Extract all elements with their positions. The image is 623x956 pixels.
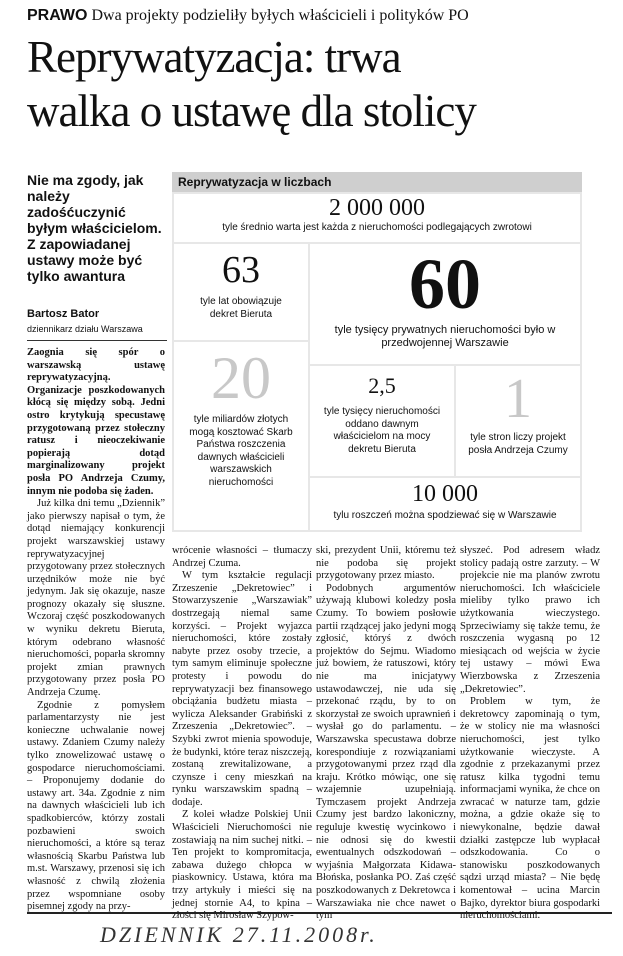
kicker — [27, 7, 469, 25]
article-paragraph: Zgodnie z pomysłem parlamentarzysty nie jest konieczne uchwalanie nowej ustawy. Zdaniem Czumy należy tylko znowelizować ustawę o gospodarce nieruchomościami. – Proponujemy dodanie do ustawy art. 34a. Zgodnie z nim na dawnych właścicieli lub ich spadkobierców, którzy zostali pozbawieni swoich nieruchomości, a które są teraz własnością Skarbu Państwa lub m.st. Warszawy, przenosi się ich własność z chwilą złożenia przez wspomniane osoby pisemnej zgody na przy- — [27, 699, 165, 913]
stat-label: tyle tysięcy nieruchomości oddano dawnym właścicielom na mocy dekretu Bieruta — [323, 406, 441, 455]
stat-value: 1 — [504, 368, 532, 430]
stat-cell — [310, 478, 580, 530]
infobox-title: Reprywatyzacja w liczbach — [172, 172, 582, 192]
divider — [27, 340, 167, 341]
stat-value: 20 — [211, 345, 271, 411]
author-role: dziennikarz działu Warszawa — [27, 324, 143, 334]
stat-value: 2,5 — [368, 373, 396, 398]
kicker-text: Dwa projekty podzieliły byłych właścicieli i polityków PO — [91, 7, 469, 24]
stat-label: tylu roszczeń można spodziewać się w Warszawie — [333, 510, 557, 521]
stat-cell — [310, 366, 454, 476]
stat-label: tyle lat obowiązuje dekret Bieruta — [200, 296, 282, 320]
handwritten-source-note: DZIENNIK 27.11.2008r. — [100, 922, 378, 947]
article-paragraph: Już kilka dni temu „Dziennik” jako pierwszy napisał o tym, że dotąd niemający konkurencji projekt warszawskiej ustawy reprywatyzacyjnej przygotowany przez stołecznych urzędników może nie być jedynym. Jak się okazuje, nasze prognozy okazały się słuszne. Wczoraj część poszkodowanych w wyniku dekretu Bieruta, którym odebrano własność nieruchomości, poparła skromny projekt zmian prawnych przygotowany przez posła PO Andrzeja Czumę. — [27, 498, 165, 699]
article-paragraph: Problem w tym, że dekretowcy zapominają o tym, że w stolicy nie ma własności nieruchomości, jest tylko użytkowanie wieczyste. A zgodnie z przekazanymi przez ratusz kilka tygodni temu informacjami wynika, że chce on zwracać w naturze tam, gdzie można, a gdzie okaże się to niewykonalne, będzie dawał działki zastępcze lub wypłacał odszkodowania. Co o stanowisku poszkodowanych sądzi urząd miasta? – Nie będę komentował – ucina Marcin Bajko, dyrektor biura gospodarki nieruchomościami. — [460, 696, 600, 922]
stat-cell — [456, 366, 580, 476]
stat-value: 60 — [409, 244, 481, 324]
stat-cell — [174, 342, 308, 530]
author-name: Bartosz Bator — [27, 308, 100, 320]
article-paragraph: słyszeć. Pod adresem władz stolicy padają ostre zarzuty. – W projekcie nie ma planów zwrotu nieruchomości. Ich właściciele mieliby tylko prawo ich użytkowania wieczystego. Sprzeciwiamy się także temu, że roszczenia wygasną po 12 miesiącach od wejścia w życie tej ustawy – mówi Ewa Wierzbowska z Zrzeszenia „Dekretowiec”. — [460, 545, 600, 695]
section-label: PRAWO — [27, 7, 88, 24]
article-column — [460, 545, 600, 923]
article-paragraph: Z kolei władze Polskiej Unii Właścicieli Nieruchomości nie zostawiają na nim suchej nitki. – Ten projekt to kompromitacja, zabawa dużego chłopca w piaskownicy. Ustawa, która ma trzy artykuły i mieści się na jednej stornie A4, to kpina – złości się Mirosław Szypow- — [172, 809, 312, 922]
article-column — [27, 347, 165, 914]
headline-line-1: Reprywatyzacja: trwa — [27, 32, 401, 82]
stat-label: tyle stron liczy projekt posła Andrzeja Czumy — [468, 432, 568, 456]
article-paragraph: ski, prezydent Unii, któremu też nie podoba się projekt przygotowany przez miasto. — [316, 545, 456, 582]
stat-cell — [174, 244, 308, 340]
stat-cell — [310, 244, 580, 364]
headline-line-2: walka o ustawę dla stolicy — [27, 86, 476, 136]
stat-value: 63 — [222, 249, 260, 291]
article-lead-paragraph: Zaognia się spór o warszawską ustawę reprywatyzacyjną. Organizacje poszkodowanych kłócą się między sobą. Jedni ostro krytykują specustawę przygotowaną przez stołeczny ratusz i nieoczekiwanie popierają dotąd marginalizowany projekt posła PO Andrzeja Czumy, innym nie podoba się żaden. — [27, 347, 165, 497]
stat-label: tyle średnio warta jest każda z nieruchomości podlegających zwrotowi — [222, 222, 532, 233]
headline — [27, 30, 617, 138]
article-paragraph: Podobnych argumentów używają klubowi koledzy posła Czumy. To bowiem posłowie partii rządzącej jako jedyni mogą zgłosić, któryś z dwóch projektów do Sejmu. Wiadomo już bowiem, że ratuszowi, który nie ma inicjatywy ustawodawczej, nie uda się przekonać rządu, by to on skorzystał ze swoich uprawnień i wysłał go do parlamentu. – Warszawska specustawa dobrze korespondiuje z rozwiązaniami przygotowanymi przez rząd dla kraju. Krótko mówiąc, one się wzajemnie uzupełniają. Tymczasem projekt Andrzeja Czumy jest bardzo lakoniczny, reguluje kwestię wycinkowo i nie odnosi się do kwestii ewentualnych odszkodowań – wyjaśnia Małgorzata Kidawa-Błońska, posłanka PO. Zaś część poszkodowanych z Dekretowca i Warszawiaka nie chce nawet o tym — [316, 582, 456, 922]
stat-value: 2 000 000 — [329, 195, 425, 221]
stat-label: tyle tysięcy prywatnych nieruchomości było w przedwojennej Warszawie — [334, 324, 556, 349]
article-column — [316, 545, 456, 923]
stat-label: tyle miliardów złotych mogą kosztować Skarb Państwa roszczenia dawnych właścicieli warszawskich nieruchomości — [189, 414, 293, 488]
stat-cell — [174, 194, 580, 242]
lead-text: Nie ma zgody, jak należy zadośćuczynić byłym właścicielom. Z zapowiadanej ustawy może być tylko awantura — [27, 172, 162, 284]
article-paragraph: wrócenie własności – tłumaczy Andrzej Czuma. — [172, 545, 312, 569]
article-column — [172, 545, 312, 923]
stat-value: 10 000 — [412, 481, 478, 507]
article-paragraph: W tym kształcie regulacji Zrzeszenie „Dekretowiec” i Stowarzyszenie „Warszawiak” dostrzegają niemal same korzyści. – Projekt wyjazca nieruchomości, które zostały nabyte przez osoby trzecie, a tym samym eliminuje społeczne protesty i powodu do reprywatyzacji bez finansowego obciążania budżetu miasta – wylicza Aleksander Grabiński z Zrzeszenia „Dekretowiec”. – Szybki zwrot mienia spowoduje, że budynki, które teraz niszczeją, zostaną zrewitalizowane, a czynsze i ceny mieszkań na rynku warszawskim spadną – dodaje. — [172, 570, 312, 808]
footer-divider — [27, 912, 612, 914]
